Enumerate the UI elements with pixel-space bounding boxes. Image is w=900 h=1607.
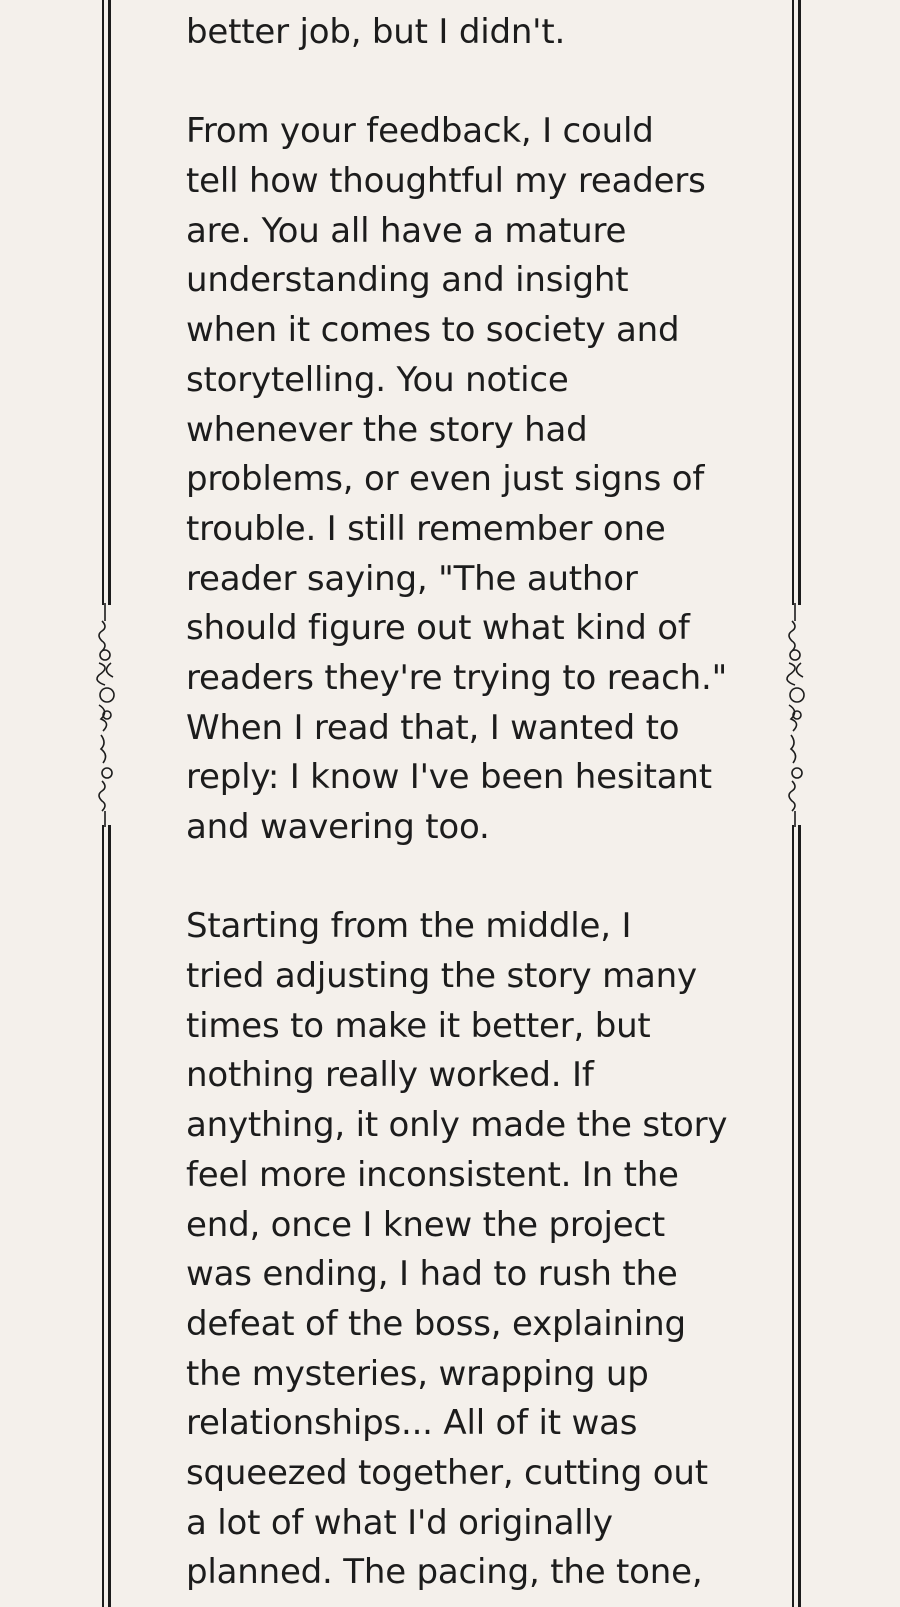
paragraph-1 <box>186 8 746 58</box>
text-line: defeat of the boss, explaining <box>186 1303 686 1344</box>
text-line: readers they're trying to reach." <box>186 657 728 698</box>
text-line: are. You all have a mature <box>186 210 627 251</box>
text-line: reply: I know I've been hesitant <box>186 757 712 798</box>
text-line: tell how thoughtful my readers <box>186 161 706 202</box>
text-line: a lot of what I'd originally <box>186 1502 613 1543</box>
text-line: feel more inconsistent. In the <box>186 1154 679 1195</box>
scroll-flourish-icon <box>783 603 813 827</box>
letter-body <box>186 8 746 1598</box>
text-line: when it comes to society and <box>186 310 680 351</box>
text-line: Starting from the middle, I <box>186 906 632 947</box>
text-line: problems, or even just signs of <box>186 459 705 500</box>
text-line: understanding and insight <box>186 260 629 301</box>
text-line: should figure out what kind of <box>186 608 690 649</box>
text-line: tried adjusting the story many <box>186 956 697 997</box>
text-line: trouble. I still remember one <box>186 508 666 549</box>
text-line: better job, but I didn't. <box>186 12 566 52</box>
scroll-flourish-icon <box>93 603 123 827</box>
text-line: nothing really worked. If <box>186 1055 594 1096</box>
text-line: anything, it only made the story <box>186 1105 728 1146</box>
text-line: When I read that, I wanted to <box>186 707 680 748</box>
text-line: relationships... All of it was <box>186 1403 638 1444</box>
paragraph-2 <box>186 107 746 852</box>
text-line: From your feedback, I could <box>186 111 654 152</box>
text-line: whenever the story had <box>186 409 588 450</box>
paragraph-3 <box>186 902 746 1598</box>
text-line: times to make it better, but <box>186 1005 651 1046</box>
text-line: and wavering too. <box>186 807 490 847</box>
text-line: the mysteries, wrapping up <box>186 1353 649 1394</box>
text-line: planned. The pacing, the tone, <box>186 1552 703 1593</box>
text-line: was ending, I had to rush the <box>186 1254 678 1295</box>
text-line: reader saying, "The author <box>186 558 638 599</box>
text-line: storytelling. You notice <box>186 359 569 400</box>
text-line: end, once I knew the project <box>186 1204 666 1245</box>
text-line: squeezed together, cutting out <box>186 1452 708 1493</box>
